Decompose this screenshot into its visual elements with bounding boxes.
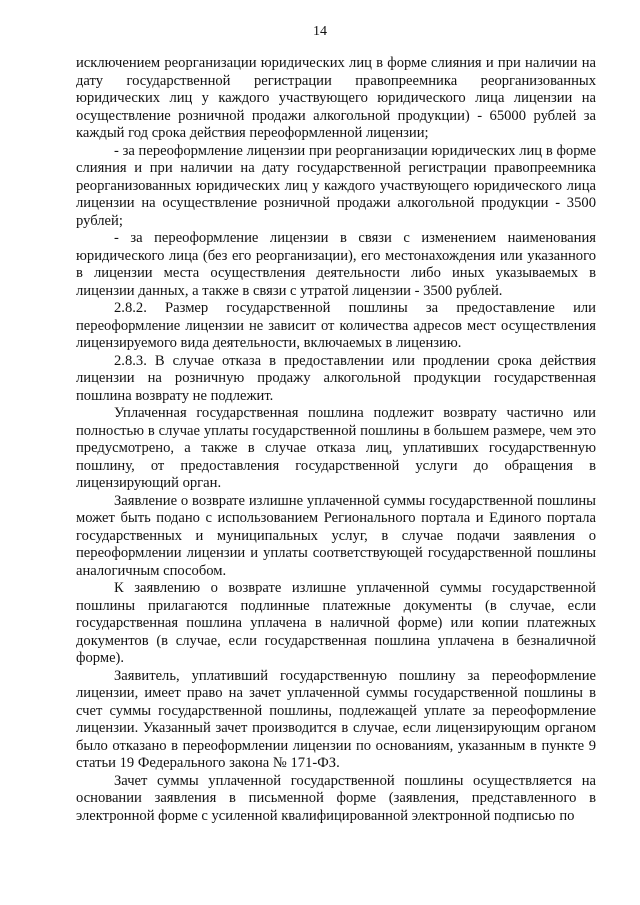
paragraph-refund-application: Заявление о возврате излишне уплаченной суммы государственной пошлины может быть подано с использованием Регионального портала и Единого портала государственных и муниципальных услуг, в случае подачи заявления о переоформлении лицензии и уплаты соответствующей государственной пошлины аналогичным способом. <box>76 492 596 579</box>
paragraph-fee-name-change: - за переоформление лицензии в связи с изменением наименования юридического лица (без его реорганизации), его местонахождения или указанного в лицензии места осуществления деятельности либо иных указываемых в лицензии данных, а также в связи с утратой лицензии - 3500 рублей. <box>76 230 596 299</box>
paragraph-2-8-2: 2.8.2. Размер государственной пошлины за предоставление или переоформление лицензии не зависит от количества адресов мест осуществления лицензируемого вида деятельности, включаемых в лицензию. <box>76 300 596 351</box>
page-number: 14 <box>313 24 327 39</box>
paragraph-fee-continuation: исключением реорганизации юридических лиц в форме слияния и при наличии на дату государственной регистрации правопреемника реорганизованных юридических лиц у каждого участвующего юридического лица лицензии на осуществление розничной продажи алкогольной продукции) - 65000 рублей за каждый год срока действия переоформленной лицензии; <box>76 55 596 141</box>
document-body <box>76 55 596 825</box>
paragraph-refund-documents: К заявлению о возврате излишне уплаченной суммы государственной пошлины прилагаются подлинные платежные документы (в случае, если государственная пошлина уплачена в наличной форме) или копии платежных документов (в случае, если государственная пошлина уплачена в безналичной форме). <box>76 580 596 666</box>
paragraph-refund: Уплаченная государственная пошлина подлежит возврату частично или полностью в случае уплаты государственной пошлины в большем размере, чем это предусмотрено, а также в случае отказа лиц, уплативших государственную пошлину, от предоставления государственной услуги до обращения в лицензирующий орган. <box>76 405 596 491</box>
paragraph-2-8-3: 2.8.3. В случае отказа в предоставлении или продлении срока действия лицензии на розничную продажу алкогольной продукции государственная пошлина возврату не подлежит. <box>76 352 596 404</box>
paragraph-offset-procedure: Зачет суммы уплаченной государственной пошлины осуществляется на основании заявления в письменной форме (заявления, представленного в электронной форме с усиленной квалифицированной электронной подписью по <box>76 772 596 824</box>
paragraph-offset-right: Заявитель, уплативший государственную пошлину за переоформление лицензии, имеет право на зачет уплаченной суммы государственной пошлины в счет суммы государственной пошлины, подлежащей уплате за переоформление лицензии. Указанный зачет производится в случае, если лицензирующим органом было отказано в переоформлении лицензии по основаниям, указанным в пункте 9 статьи 19 Федерального закона № 171-ФЗ. <box>76 667 596 771</box>
paragraph-fee-merger: - за переоформление лицензии при реорганизации юридических лиц в форме слияния и при наличии на дату государственной регистрации правопреемника реорганизованных юридических лиц у каждого участвующего юридического лица лицензии на осуществление розничной продажи алкогольной продукции - 3500 рублей; <box>76 142 596 229</box>
